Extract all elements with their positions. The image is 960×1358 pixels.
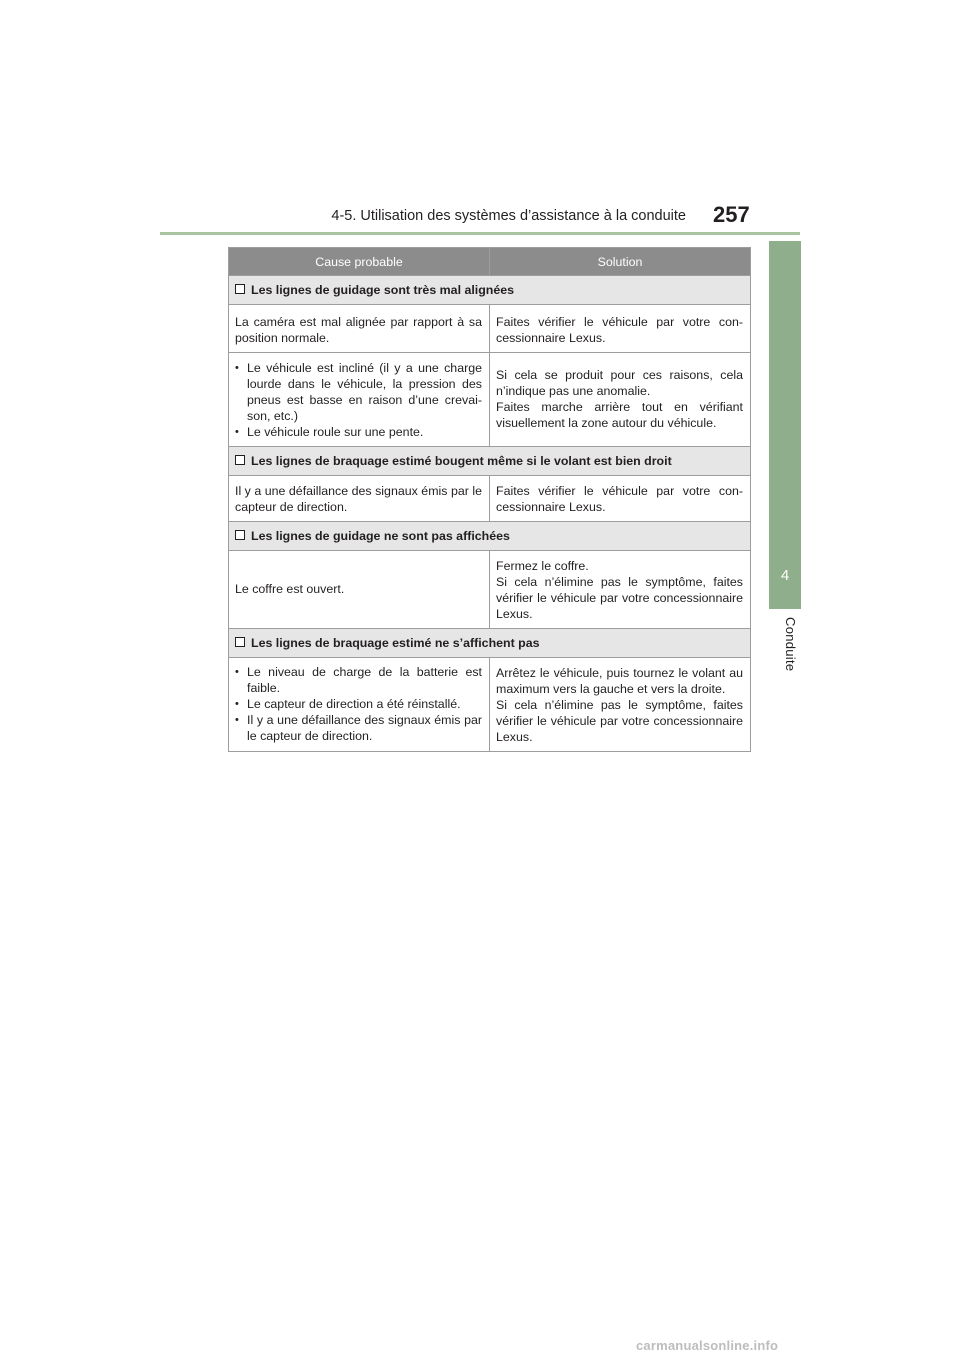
table-header-row [229, 248, 751, 276]
section-heading [229, 522, 751, 551]
section-title: Les lignes de guidage ne sont pas affichées [251, 529, 510, 543]
section-row [229, 276, 751, 305]
solution-text: Arrêtez le véhicule, puis tournez le volant au maximum vers la gauche et vers la droite. [496, 666, 743, 696]
cause-cell [229, 305, 490, 353]
cause-cell [229, 551, 490, 629]
cause-text: Le coffre est ouvert. [235, 582, 345, 596]
solution-text: Si cela n’élimine pas le symptôme, faites vérifier le véhicule par votre concessionnaire Lexus. [496, 575, 743, 621]
section-heading [229, 629, 751, 658]
section-row [229, 447, 751, 476]
solution-text: Si cela se produit pour ces raisons, cela n’indique pas une anomalie. [496, 368, 743, 398]
cause-text: La caméra est mal alignée par rapport à sa position normale. [235, 315, 482, 345]
header-rule [160, 232, 800, 235]
solution-text: Faites marche arrière tout en vérifiant visuellement la zone autour du véhicule. [496, 400, 743, 430]
section-title: Les lignes de guidage sont très mal alignées [251, 283, 515, 297]
list-item: • Le véhicule est incliné (il y a une charge lourde dans le véhicule, la pression des pneus est basse en raison d’une crevaison, etc.) [235, 360, 482, 424]
cause-bullet-list [235, 360, 482, 440]
solution-cell [490, 305, 751, 353]
table-row [229, 551, 751, 629]
list-item: • Le véhicule roule sur une pente. [235, 424, 482, 440]
checkbox-icon [235, 455, 245, 465]
table-row [229, 305, 751, 353]
column-header-solution: Solution [490, 248, 751, 276]
list-item: • Il y a une défaillance des signaux émis par le capteur de direction. [235, 712, 482, 744]
cause-bullet-list [235, 664, 482, 744]
page-number: 257 [713, 202, 750, 227]
troubleshooting-table [228, 247, 751, 752]
solution-cell [490, 551, 751, 629]
cause-text: Il y a une défaillance des signaux émis par le capteur de direction. [235, 484, 482, 514]
section-row [229, 629, 751, 658]
section-heading [229, 447, 751, 476]
section-title: Les lignes de braquage estimé ne s’affichent pas [251, 636, 540, 650]
cause-cell [229, 658, 490, 752]
checkbox-icon [235, 530, 245, 540]
solution-text: Faites vérifier le véhicule par votre concessionnaire Lexus. [496, 315, 743, 345]
section-title: Les lignes de braquage estimé bougent même si le volant est bien droit [251, 454, 672, 468]
table-row [229, 353, 751, 447]
chapter-side-tab[interactable] [769, 241, 801, 678]
solution-text: Si cela n’élimine pas le symptôme, faites vérifier le véhicule par votre concessionnaire Lexus. [496, 698, 743, 744]
checkbox-icon [235, 637, 245, 647]
cause-cell [229, 353, 490, 447]
section-heading [229, 276, 751, 305]
watermark-logo: carmanualsonline.info [636, 1338, 779, 1353]
solution-cell [490, 658, 751, 752]
list-item: • Le niveau de charge de la batterie est faible. [235, 664, 482, 696]
list-item: • Le capteur de direction a été réinstallé. [235, 696, 482, 712]
chapter-number: 4 [780, 567, 790, 584]
checkbox-icon [235, 284, 245, 294]
column-header-cause: Cause probable [229, 248, 490, 276]
solution-cell [490, 353, 751, 447]
solution-text: Faites vérifier le véhicule par votre concessionnaire Lexus. [496, 484, 743, 514]
table-row [229, 658, 751, 752]
section-row [229, 522, 751, 551]
table-row [229, 476, 751, 522]
chapter-tab-block [769, 241, 801, 609]
solution-cell [490, 476, 751, 522]
chapter-label: Conduite [783, 617, 798, 672]
cause-cell [229, 476, 490, 522]
solution-text: Fermez le coffre. [496, 559, 589, 573]
running-header-title: 4-5. Utilisation des systèmes d’assistance à la conduite [331, 208, 686, 224]
